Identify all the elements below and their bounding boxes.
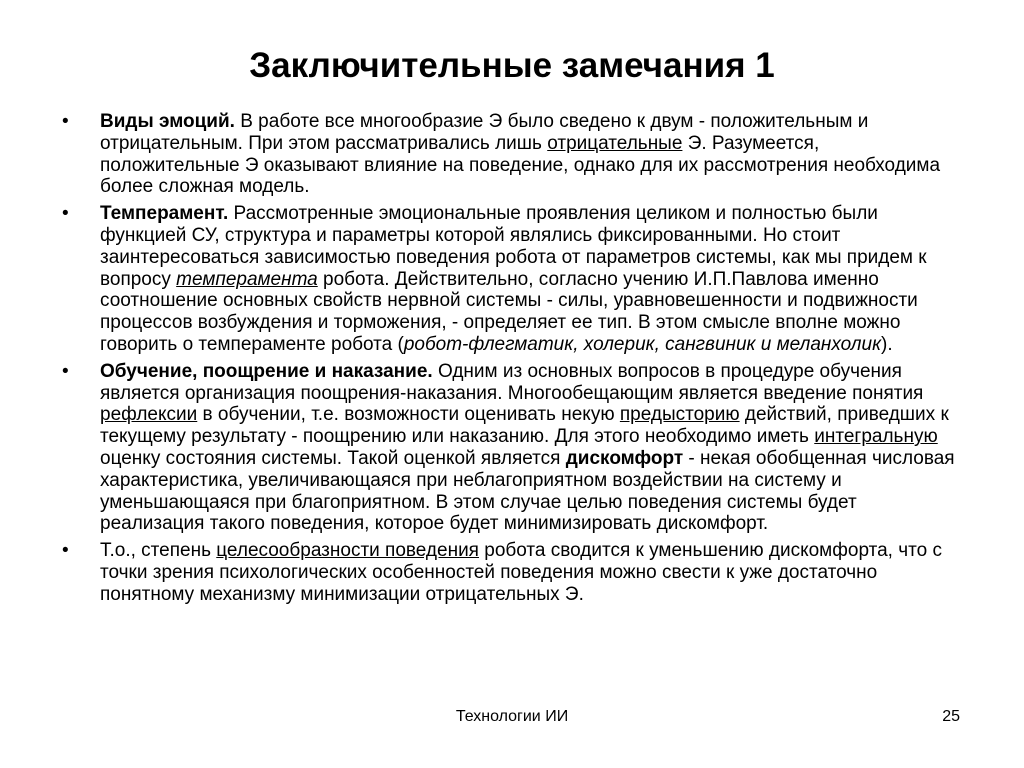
text-segment: ).: [881, 333, 893, 355]
bullet-item: [54, 111, 964, 198]
slide-title: Заключительные замечания 1: [249, 46, 775, 85]
text-segment: Т.о., степень: [100, 540, 217, 562]
bullet-item: [54, 361, 964, 535]
bullet-text: [100, 203, 927, 355]
text-segment: - некая обобщенная числовая характеристика, увеличивающаяся при неблагоприятном воздействии на систему и уменьшающаяся при благоприятном. В этом случае целью поведения системы будет реализация такого поведения, которое будет минимизировать дискомфорт.: [100, 447, 955, 535]
emphasized-text: целесообразности поведения: [216, 540, 479, 562]
text-segment: В работе все многообразие Э было сведено к двум - положительным и отрицательным. При этом рассматривались лишь: [100, 111, 869, 154]
emphasized-text: отрицательные: [547, 132, 683, 154]
bullet-item: [54, 203, 964, 356]
emphasized-text: интегральную: [814, 426, 938, 448]
emphasized-text: Виды эмоций.: [100, 111, 235, 132]
emphasized-text: Темперамент.: [100, 203, 229, 225]
text-segment: Рассмотренные эмоциональные проявления целиком и полностью были функцией СУ, структура и параметры которой являлись фиксированными. Но стоит заинтересоваться зависимостью поведения робота от параметров системы, как мы придем к вопросу: [100, 203, 927, 290]
emphasized-text: рефлексии: [100, 404, 198, 426]
bullet-text: [100, 540, 942, 605]
emphasized-text: робот-флегматик, холерик, сангвиник и меланхолик: [403, 333, 882, 355]
text-segment: робота сводится к уменьшению дискомфорта, что с точки зрения психологических особенностей поведения можно свести к уже достаточно понятному механизму минимизации отрицательных Э.: [100, 540, 942, 605]
page-number: 25: [942, 708, 960, 725]
emphasized-text: дискомфорт: [565, 447, 684, 469]
emphasized-text: предысторию: [619, 404, 740, 426]
bullet-list: [54, 111, 964, 611]
bullet-marker: •: [62, 360, 69, 382]
bullet-text: [100, 361, 955, 535]
bullet-item: [54, 540, 964, 605]
bullet-marker: •: [62, 540, 69, 562]
text-segment: действий, приведших к текущему результату - поощрению или наказанию. Для этого необходимо иметь: [100, 404, 949, 448]
bullet-marker: •: [62, 203, 69, 225]
text-segment: Э. Разумеется, положительные Э оказывают влияние на поведение, однако для их рассмотрения необходима более сложная модель.: [100, 132, 941, 198]
text-segment: робота. Действительно, согласно учению И.П.Павлова именно соотношение основных свойств нервной системы - силы, уравновешенности и подвижности процессов возбуждения и торможения, - определяет ее тип. В этом смысле вполне можно говорить о темпераменте робота (: [100, 268, 918, 355]
emphasized-text: Обучение, поощрение и наказание.: [100, 360, 433, 382]
bullet-text: [100, 111, 940, 197]
text-segment: в обучении, т.е. возможности оценивать некую: [197, 404, 620, 426]
text-segment: Одним из основных вопросов в процедуре обучения является организация поощрения-наказания. Многообещающим является введение понятия: [100, 360, 924, 404]
text-segment: оценку состояния системы. Такой оценкой является: [100, 447, 566, 469]
bullet-marker: •: [62, 111, 69, 132]
emphasized-text: темперамента: [176, 268, 318, 290]
footer-text: Технологии ИИ: [455, 708, 569, 725]
